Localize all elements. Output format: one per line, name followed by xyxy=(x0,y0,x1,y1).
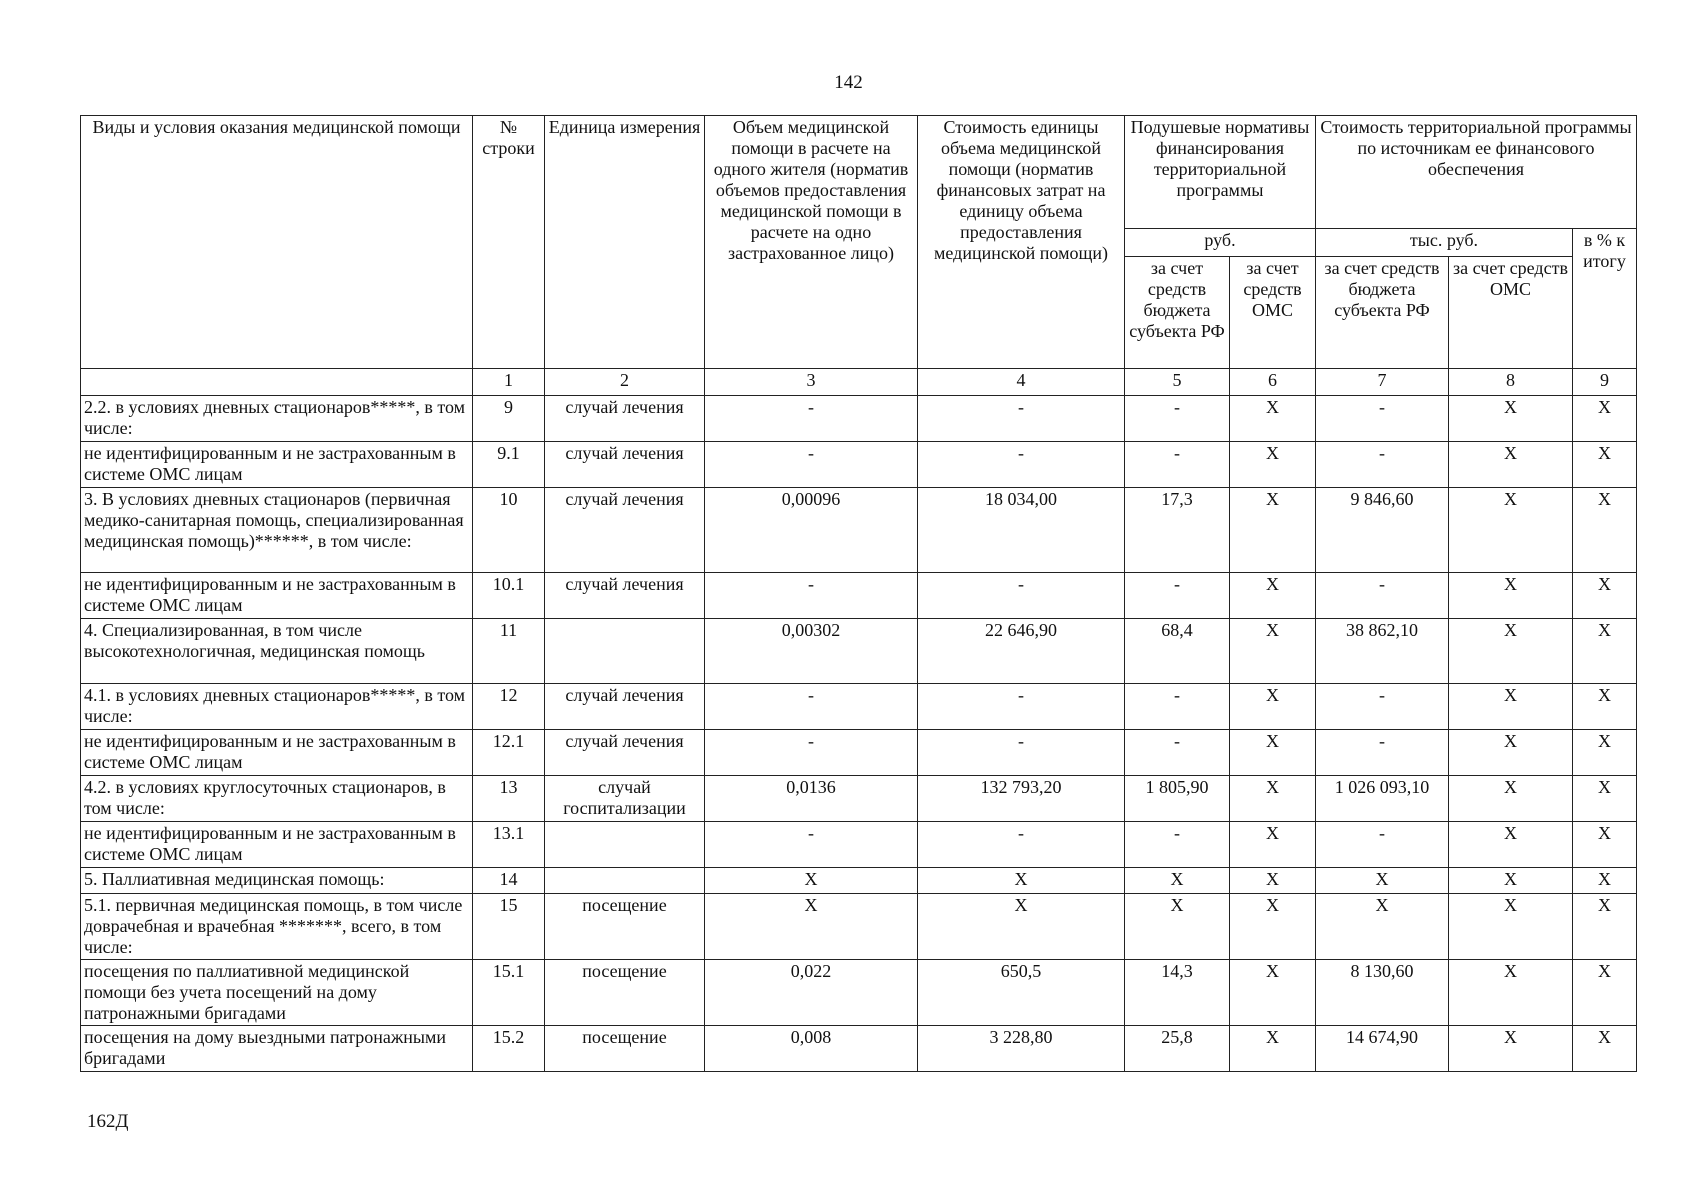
row-percent: X xyxy=(1573,396,1637,442)
row-volume: 0,00302 xyxy=(705,619,918,684)
row-pc-oms: X xyxy=(1230,730,1316,776)
row-cost: X xyxy=(918,868,1125,894)
column-number: 1 xyxy=(473,369,545,396)
footer-code: 162Д xyxy=(87,1111,129,1132)
column-number: 9 xyxy=(1573,369,1637,396)
row-number: 9.1 xyxy=(473,442,545,488)
row-prog-budget: 8 130,60 xyxy=(1316,960,1449,1026)
row-percent: X xyxy=(1573,868,1637,894)
row-pc-oms: X xyxy=(1230,776,1316,822)
row-pc-budget: X xyxy=(1125,894,1230,960)
row-cost: 3 228,80 xyxy=(918,1026,1125,1072)
row-prog-budget: - xyxy=(1316,684,1449,730)
row-name: не идентифицированным и не застрахованным в системе ОМС лицам xyxy=(81,822,473,868)
row-name: не идентифицированным и не застрахованным в системе ОМС лицам xyxy=(81,442,473,488)
table-row xyxy=(81,573,1637,619)
row-cost: - xyxy=(918,684,1125,730)
row-volume: - xyxy=(705,396,918,442)
row-volume: - xyxy=(705,730,918,776)
table-row xyxy=(81,684,1637,730)
row-cost: - xyxy=(918,730,1125,776)
row-number: 9 xyxy=(473,396,545,442)
row-pc-budget: - xyxy=(1125,396,1230,442)
row-pc-oms: X xyxy=(1230,868,1316,894)
row-prog-oms: X xyxy=(1449,573,1573,619)
row-prog-budget: - xyxy=(1316,730,1449,776)
row-prog-oms: X xyxy=(1449,960,1573,1026)
row-prog-oms: X xyxy=(1449,442,1573,488)
row-prog-oms: X xyxy=(1449,396,1573,442)
row-cost: - xyxy=(918,396,1125,442)
row-unit: случай лечения xyxy=(545,488,705,573)
row-name: 2.2. в условиях дневных стационаров*****, в том числе: xyxy=(81,396,473,442)
row-prog-budget: 38 862,10 xyxy=(1316,619,1449,684)
column-number: 3 xyxy=(705,369,918,396)
row-number: 12.1 xyxy=(473,730,545,776)
row-cost: 132 793,20 xyxy=(918,776,1125,822)
header-per-capita: Подушевые нормативы финансирования территориальной программы xyxy=(1125,116,1316,229)
header-row-no: № строки xyxy=(473,116,545,369)
header-prog-oms: за счет средств ОМС xyxy=(1449,257,1573,369)
row-pc-budget: 68,4 xyxy=(1125,619,1230,684)
row-name: 4.1. в условиях дневных стационаров*****, в том числе: xyxy=(81,684,473,730)
row-cost: - xyxy=(918,822,1125,868)
table-row xyxy=(81,894,1637,960)
row-percent: X xyxy=(1573,619,1637,684)
header-rub: руб. xyxy=(1125,229,1316,257)
row-pc-budget: - xyxy=(1125,822,1230,868)
row-pc-budget: - xyxy=(1125,730,1230,776)
row-volume: - xyxy=(705,573,918,619)
row-cost: 22 646,90 xyxy=(918,619,1125,684)
table-row xyxy=(81,868,1637,894)
row-name: посещения на дому выездными патронажными бригадами xyxy=(81,1026,473,1072)
row-volume: 0,0136 xyxy=(705,776,918,822)
row-pc-oms: X xyxy=(1230,960,1316,1026)
row-percent: X xyxy=(1573,684,1637,730)
column-number: 6 xyxy=(1230,369,1316,396)
row-pc-budget: 1 805,90 xyxy=(1125,776,1230,822)
row-prog-oms: X xyxy=(1449,776,1573,822)
row-pc-budget: 17,3 xyxy=(1125,488,1230,573)
column-numbers-row xyxy=(81,369,1637,396)
row-volume: - xyxy=(705,822,918,868)
row-prog-budget: 9 846,60 xyxy=(1316,488,1449,573)
column-number: 8 xyxy=(1449,369,1573,396)
table-row xyxy=(81,776,1637,822)
row-percent: X xyxy=(1573,776,1637,822)
row-prog-budget: X xyxy=(1316,894,1449,960)
row-pc-oms: X xyxy=(1230,1026,1316,1072)
row-volume: - xyxy=(705,684,918,730)
row-unit: случай лечения xyxy=(545,730,705,776)
row-prog-oms: X xyxy=(1449,730,1573,776)
row-prog-budget: - xyxy=(1316,573,1449,619)
row-prog-oms: X xyxy=(1449,1026,1573,1072)
row-number: 13 xyxy=(473,776,545,822)
column-number xyxy=(81,369,473,396)
header-program-cost: Стоимость территориальной программы по источникам ее финансового обеспечения xyxy=(1316,116,1637,229)
row-pc-oms: X xyxy=(1230,822,1316,868)
row-percent: X xyxy=(1573,573,1637,619)
row-unit: случай лечения xyxy=(545,684,705,730)
table-row xyxy=(81,822,1637,868)
row-prog-oms: X xyxy=(1449,868,1573,894)
table-row xyxy=(81,1026,1637,1072)
table-body xyxy=(81,396,1637,1072)
row-prog-oms: X xyxy=(1449,619,1573,684)
page-number: 142 xyxy=(834,72,863,93)
row-name: 4. Специализированная, в том числе высокотехнологичная, медицинская помощь xyxy=(81,619,473,684)
header-type: Виды и условия оказания медицинской помощи xyxy=(81,116,473,369)
row-unit: посещение xyxy=(545,960,705,1026)
column-number: 7 xyxy=(1316,369,1449,396)
table-row xyxy=(81,488,1637,573)
row-number: 10.1 xyxy=(473,573,545,619)
row-name: посещения по паллиативной медицинской помощи без учета посещений на дому патронажными бригадами xyxy=(81,960,473,1026)
row-prog-oms: X xyxy=(1449,684,1573,730)
table-header xyxy=(81,116,1637,396)
row-prog-budget: - xyxy=(1316,396,1449,442)
row-pc-oms: X xyxy=(1230,396,1316,442)
row-pc-budget: 14,3 xyxy=(1125,960,1230,1026)
row-number: 15.2 xyxy=(473,1026,545,1072)
row-prog-budget: 1 026 093,10 xyxy=(1316,776,1449,822)
row-pc-oms: X xyxy=(1230,488,1316,573)
row-unit: посещение xyxy=(545,894,705,960)
row-pc-budget: - xyxy=(1125,442,1230,488)
row-percent: X xyxy=(1573,1026,1637,1072)
row-number: 15.1 xyxy=(473,960,545,1026)
row-prog-budget: - xyxy=(1316,442,1449,488)
row-number: 13.1 xyxy=(473,822,545,868)
header-thous-rub: тыс. руб. xyxy=(1316,229,1573,257)
row-percent: X xyxy=(1573,822,1637,868)
row-pc-oms: X xyxy=(1230,442,1316,488)
row-volume: 0,022 xyxy=(705,960,918,1026)
row-percent: X xyxy=(1573,730,1637,776)
row-volume: X xyxy=(705,894,918,960)
row-name: 5.1. первичная медицинская помощь, в том числе доврачебная и врачебная *******, всего, в том числе: xyxy=(81,894,473,960)
row-number: 15 xyxy=(473,894,545,960)
row-number: 12 xyxy=(473,684,545,730)
table-row xyxy=(81,619,1637,684)
row-cost: - xyxy=(918,442,1125,488)
header-volume: Объем медицинской помощи в расчете на одного жителя (норматив объемов предоставления медицинской помощи в расчете на одно застрахованное лицо) xyxy=(705,116,918,369)
table-row xyxy=(81,730,1637,776)
row-volume: 0,00096 xyxy=(705,488,918,573)
row-cost: 650,5 xyxy=(918,960,1125,1026)
row-unit xyxy=(545,868,705,894)
row-name: 5. Паллиативная медицинская помощь: xyxy=(81,868,473,894)
row-number: 10 xyxy=(473,488,545,573)
header-prog-budget: за счет средств бюджета субъекта РФ xyxy=(1316,257,1449,369)
row-pc-budget: - xyxy=(1125,684,1230,730)
row-volume: 0,008 xyxy=(705,1026,918,1072)
column-number: 4 xyxy=(918,369,1125,396)
table-row xyxy=(81,442,1637,488)
row-percent: X xyxy=(1573,894,1637,960)
row-name: не идентифицированным и не застрахованным в системе ОМС лицам xyxy=(81,730,473,776)
row-percent: X xyxy=(1573,960,1637,1026)
row-unit xyxy=(545,822,705,868)
row-unit: случай лечения xyxy=(545,573,705,619)
row-pc-oms: X xyxy=(1230,619,1316,684)
column-number: 5 xyxy=(1125,369,1230,396)
row-pc-oms: X xyxy=(1230,894,1316,960)
row-pc-budget: X xyxy=(1125,868,1230,894)
row-cost: X xyxy=(918,894,1125,960)
row-number: 11 xyxy=(473,619,545,684)
row-name: не идентифицированным и не застрахованным в системе ОМС лицам xyxy=(81,573,473,619)
header-unit: Единица измерения xyxy=(545,116,705,369)
row-pc-oms: X xyxy=(1230,684,1316,730)
row-volume: - xyxy=(705,442,918,488)
row-name: 3. В условиях дневных стационаров (первичная медико-санитарная помощь, специализированная медицинская помощь)******, в том числе: xyxy=(81,488,473,573)
row-percent: X xyxy=(1573,442,1637,488)
row-prog-oms: X xyxy=(1449,822,1573,868)
header-pc-oms: за счет средств ОМС xyxy=(1230,257,1316,369)
row-volume: X xyxy=(705,868,918,894)
row-prog-oms: X xyxy=(1449,488,1573,573)
row-name: 4.2. в условиях круглосуточных стационаров, в том числе: xyxy=(81,776,473,822)
row-unit: случай лечения xyxy=(545,396,705,442)
row-unit xyxy=(545,619,705,684)
row-prog-budget: - xyxy=(1316,822,1449,868)
row-prog-oms: X xyxy=(1449,894,1573,960)
column-number: 2 xyxy=(545,369,705,396)
table-row xyxy=(81,396,1637,442)
row-cost: 18 034,00 xyxy=(918,488,1125,573)
row-unit: посещение xyxy=(545,1026,705,1072)
header-pc-budget: за счет средств бюджета субъекта РФ xyxy=(1125,257,1230,369)
row-pc-budget: 25,8 xyxy=(1125,1026,1230,1072)
row-pc-budget: - xyxy=(1125,573,1230,619)
row-cost: - xyxy=(918,573,1125,619)
table-row xyxy=(81,960,1637,1026)
row-prog-budget: 14 674,90 xyxy=(1316,1026,1449,1072)
header-percent-total: в % к итогу xyxy=(1573,229,1637,369)
medical-care-table xyxy=(80,115,1637,1072)
row-number: 14 xyxy=(473,868,545,894)
row-percent: X xyxy=(1573,488,1637,573)
header-cost: Стоимость единицы объема медицинской помощи (норматив финансовых затрат на единицу объема предоставления медицинской помощи) xyxy=(918,116,1125,369)
row-pc-oms: X xyxy=(1230,573,1316,619)
row-prog-budget: X xyxy=(1316,868,1449,894)
row-unit: случай госпитализации xyxy=(545,776,705,822)
row-unit: случай лечения xyxy=(545,442,705,488)
